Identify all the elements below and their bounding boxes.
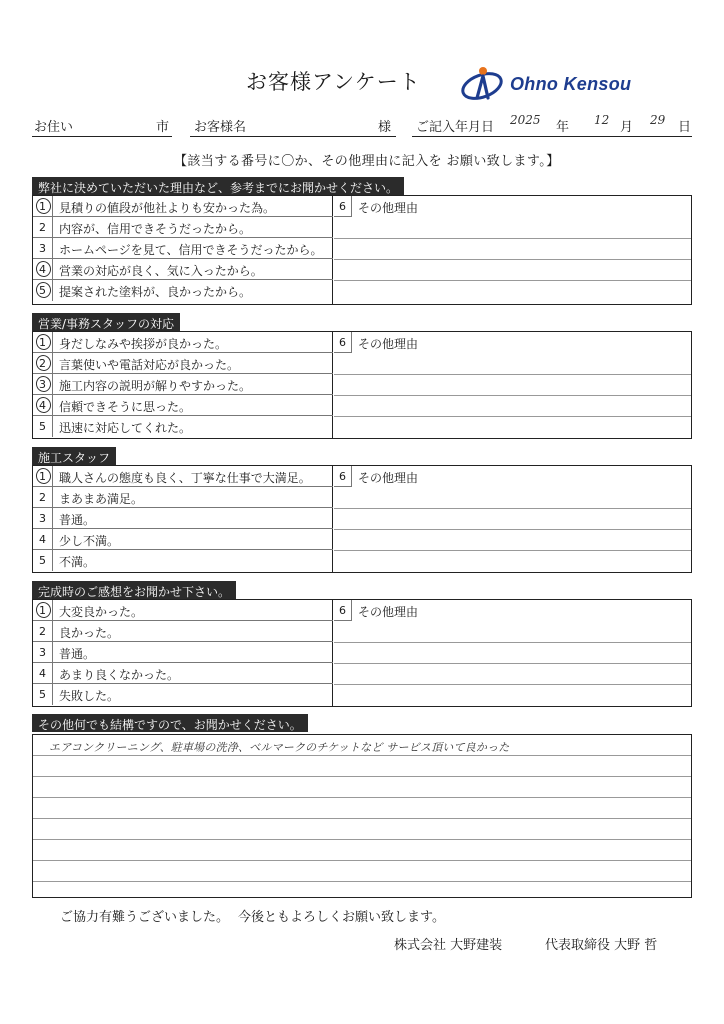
option-row[interactable]	[33, 353, 333, 374]
company-name: 株式会社 大野建装	[394, 938, 503, 953]
option-label: 営業の対応が良く、気に入ったから。	[59, 264, 263, 278]
representative-name: 代表取締役 大野 哲	[545, 938, 658, 953]
other-number: 6	[334, 600, 352, 621]
instruction-notice: 【該当する番号に〇か、その他理由に記入を お願い致します。】	[174, 154, 560, 169]
option-number: 5	[33, 684, 53, 705]
writing-line	[334, 642, 691, 643]
option-label: 少し不満。	[59, 534, 120, 548]
writing-line	[334, 663, 691, 664]
writing-line	[334, 259, 691, 260]
year-label: 年	[556, 120, 570, 135]
city-label: 市	[156, 120, 170, 135]
option-number: 3	[33, 642, 53, 662]
option-row[interactable]	[33, 259, 333, 280]
customer-info-row	[32, 112, 692, 136]
option-label: 信頼できそうに思った。	[59, 400, 192, 414]
writing-line	[334, 374, 691, 375]
option-label: ホームページを見て、信用できそうだったから。	[59, 243, 323, 257]
option-row[interactable]	[33, 466, 333, 487]
option-row[interactable]	[33, 550, 333, 571]
writing-line	[334, 508, 691, 509]
writing-line	[334, 550, 691, 551]
option-label: 提案された塗料が、良かったから。	[59, 285, 252, 299]
option-number: 4	[33, 529, 53, 549]
option-number: 1	[33, 332, 53, 352]
writing-line	[33, 755, 691, 756]
option-row[interactable]	[33, 600, 333, 621]
section-construction-header: 施工スタッフ	[32, 447, 116, 465]
address-label: お住い	[34, 120, 74, 135]
name-underline	[190, 136, 396, 137]
option-label: 失敗した。	[59, 689, 120, 703]
logo-mark-icon	[460, 64, 504, 104]
section-completion-table	[32, 599, 692, 707]
option-label: あまり良くなかった。	[59, 668, 180, 682]
other-reason-column[interactable]	[334, 196, 691, 304]
option-row[interactable]	[33, 529, 333, 550]
section-reasons-table	[32, 195, 692, 305]
option-number: 2	[33, 217, 53, 237]
writing-line	[334, 529, 691, 530]
option-row[interactable]	[33, 217, 333, 238]
option-row[interactable]	[33, 280, 333, 301]
month-value: 12	[594, 113, 610, 127]
section-sales-table	[32, 331, 692, 439]
option-row[interactable]	[33, 374, 333, 395]
option-label: 言葉使いや電話対応が良かった。	[59, 358, 240, 372]
writing-line	[334, 280, 691, 281]
day-value: 29	[650, 113, 666, 127]
other-reason-column[interactable]	[334, 600, 691, 706]
option-number: 1	[33, 196, 53, 216]
other-number: 6	[334, 466, 352, 487]
option-row[interactable]	[33, 487, 333, 508]
option-number: 3	[33, 238, 53, 258]
month-label: 月	[620, 120, 634, 135]
date-label: ご記入年月日	[416, 120, 495, 135]
year-value: 2025	[510, 113, 541, 127]
date-underline	[412, 136, 692, 137]
other-label: その他理由	[358, 337, 419, 351]
option-label: 身だしなみや挨拶が良かった。	[59, 337, 228, 351]
option-number: 4	[33, 395, 53, 415]
company-logo	[460, 64, 631, 104]
other-number: 6	[334, 196, 352, 217]
option-row[interactable]	[33, 508, 333, 529]
option-label: 施工内容の説明が解りやすかった。	[59, 379, 252, 393]
option-label: 迅速に対応してくれた。	[59, 421, 192, 435]
option-label: 普通。	[59, 513, 96, 527]
option-number: 2	[33, 621, 53, 641]
other-label: その他理由	[358, 605, 419, 619]
other-reason-column[interactable]	[334, 466, 691, 572]
option-number: 1	[33, 466, 53, 486]
writing-line	[334, 395, 691, 396]
option-number: 2	[33, 487, 53, 507]
option-number: 3	[33, 508, 53, 528]
other-label: その他理由	[358, 201, 419, 215]
option-label: 見積りの値段が他社よりも安かった為。	[59, 201, 276, 215]
address-underline	[32, 136, 172, 137]
option-number: 1	[33, 600, 53, 620]
options-column	[33, 332, 333, 438]
option-row[interactable]	[33, 332, 333, 353]
writing-line	[33, 881, 691, 882]
day-label: 日	[678, 120, 692, 135]
option-number: 2	[33, 353, 53, 373]
option-label: 職人さんの態度も良く、丁寧な仕事で大満足。	[59, 471, 311, 485]
option-label: 普通。	[59, 647, 96, 661]
section-reasons-header: 弊社に決めていただいた理由など、参考までにお聞かせください。	[32, 177, 404, 195]
free-comment-handwriting: エアコンクリーニング、駐車場の洗浄、ベルマークのチケットなど サービス頂いて良かった	[49, 741, 510, 754]
option-number: 3	[33, 374, 53, 394]
option-row[interactable]	[33, 642, 333, 663]
writing-line	[33, 860, 691, 861]
option-number: 4	[33, 259, 53, 279]
option-label: 内容が、信用できそうだったから。	[59, 222, 252, 236]
options-column	[33, 466, 333, 572]
writing-line	[33, 818, 691, 819]
option-label: 良かった。	[59, 626, 120, 640]
writing-line	[334, 238, 691, 239]
option-row[interactable]	[33, 663, 333, 684]
section-completion-header: 完成時のご感想をお聞かせ下さい。	[32, 581, 236, 599]
other-number: 6	[334, 332, 352, 353]
option-row[interactable]	[33, 395, 333, 416]
option-label: 不満。	[59, 555, 96, 569]
option-row[interactable]	[33, 416, 333, 437]
section-construction-table	[32, 465, 692, 573]
regards-text: 今後ともよろしくお願い致します。	[238, 910, 445, 925]
sama-label: 様	[378, 120, 392, 135]
free-comment-box[interactable]	[32, 734, 692, 898]
option-row[interactable]	[33, 238, 333, 259]
logo-text: Ohno Kensou	[510, 73, 632, 94]
section-sales-header: 営業/事務スタッフの対応	[32, 313, 180, 331]
other-reason-column[interactable]	[334, 332, 691, 438]
option-number: 5	[33, 550, 53, 571]
option-number: 5	[33, 416, 53, 437]
option-label: 大変良かった。	[59, 605, 144, 619]
option-row[interactable]	[33, 621, 333, 642]
other-label: その他理由	[358, 471, 419, 485]
option-row[interactable]	[33, 196, 333, 217]
options-column	[33, 196, 333, 304]
writing-line	[33, 776, 691, 777]
option-label: まあまあ満足。	[59, 492, 144, 506]
writing-line	[334, 684, 691, 685]
writing-line	[33, 839, 691, 840]
name-label: お客様名	[194, 120, 247, 135]
thanks-text: ご協力有難うございました。	[60, 910, 230, 925]
writing-line	[33, 797, 691, 798]
option-number: 5	[33, 280, 53, 301]
option-row[interactable]	[33, 684, 333, 705]
page-title: お客様アンケート	[246, 70, 421, 94]
writing-line	[334, 416, 691, 417]
options-column	[33, 600, 333, 706]
option-number: 4	[33, 663, 53, 683]
section-free-header: その他何でも結構ですので、お聞かせください。	[32, 714, 308, 732]
